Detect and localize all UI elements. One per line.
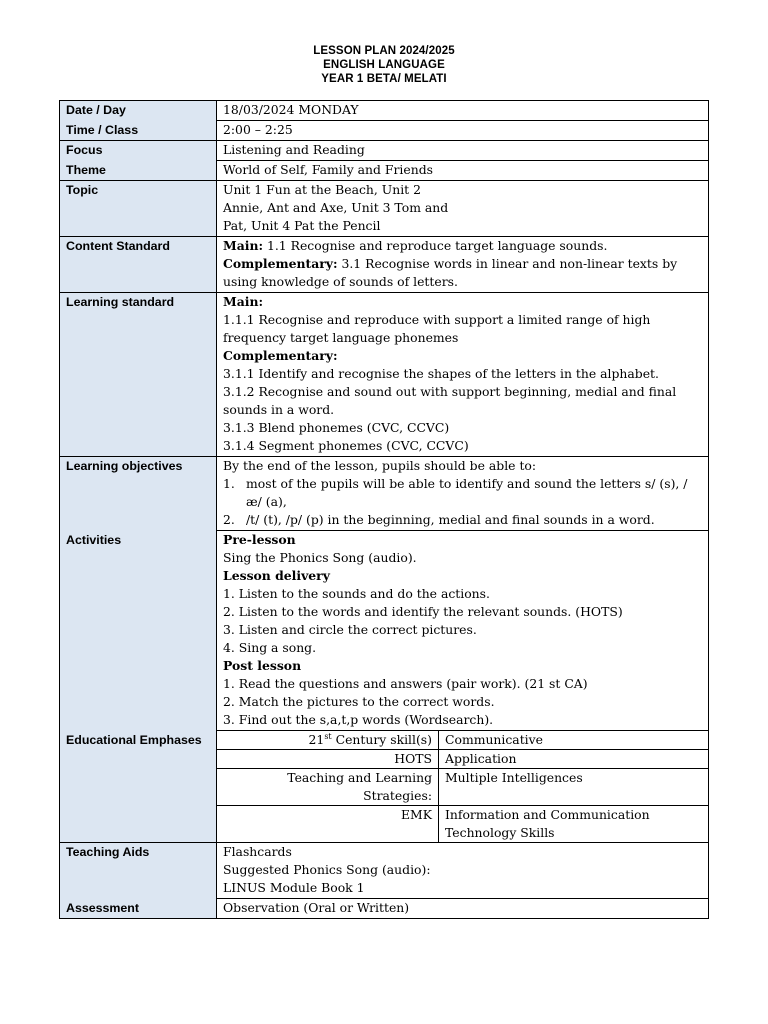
content-comp-text: 3.1 Recognise words in linear and non-linear texts by using knowledge of sounds of letters. <box>223 256 678 289</box>
row-theme <box>60 161 709 181</box>
label-theme: Theme <box>60 161 217 181</box>
label-teaching-aids: Teaching Aids <box>60 843 217 899</box>
value-assessment: Observation (Oral or Written) <box>217 899 709 919</box>
row-topic <box>60 181 709 237</box>
value-content-standard <box>217 237 709 293</box>
value-activities <box>217 531 709 731</box>
objective-text: most of the pupils will be able to identify and sound the letters s/ (s), /æ/ (a), <box>246 476 688 509</box>
content-standard-main <box>223 237 702 255</box>
teaching-aid-item: Suggested Phonics Song (audio): <box>223 862 431 877</box>
row-learning-objectives <box>60 457 709 531</box>
title-line-1: LESSON PLAN 2024/2025 <box>313 45 455 57</box>
row-time-class <box>60 121 709 141</box>
row-focus <box>60 141 709 161</box>
topic-line: Pat, Unit 4 Pat the Pencil <box>223 218 381 233</box>
delivery-item: 1. Listen to the sounds and do the actions. <box>223 586 490 601</box>
label-date-day: Date / Day <box>60 101 217 121</box>
row-content-standard <box>60 237 709 293</box>
lesson-plan-table <box>59 100 709 919</box>
objective-item <box>223 475 702 511</box>
post-item: 1. Read the questions and answers (pair work). (21 st CA) <box>223 676 588 691</box>
learning-main-label: Main: <box>223 294 264 309</box>
learning-comp-label: Complementary: <box>223 348 338 363</box>
century-skill-value: Communicative <box>439 731 709 750</box>
topic-line: Annie, Ant and Axe, Unit 3 Tom and <box>223 200 449 215</box>
value-learning-objectives <box>217 457 709 531</box>
title-line-2: ENGLISH LANGUAGE <box>323 59 445 71</box>
delivery-item: 2. Listen to the words and identify the relevant sounds. (HOTS) <box>223 604 623 619</box>
teaching-aid-item: Flashcards <box>223 844 292 859</box>
label-assessment: Assessment <box>60 899 217 919</box>
strategies-label: Teaching and Learning Strategies: <box>217 769 439 806</box>
label-educational-emphases: Educational Emphases <box>60 731 217 843</box>
learning-main-item: 1.1.1 Recognise and reproduce with support a limited range of high frequency target language phonemes <box>223 312 651 345</box>
label-focus: Focus <box>60 141 217 161</box>
strategies-value: Multiple Intelligences <box>439 769 709 806</box>
delivery-item: 4. Sing a song. <box>223 640 317 655</box>
pre-lesson-label: Pre-lesson <box>223 532 296 547</box>
emphasis-row <box>217 769 708 806</box>
row-date-day <box>60 101 709 121</box>
label-content-standard: Content Standard <box>60 237 217 293</box>
emphasis-row <box>217 731 708 750</box>
row-educational-emphases <box>60 731 709 843</box>
teaching-aid-item: LINUS Module Book 1 <box>223 880 365 895</box>
emphasis-row <box>217 750 708 769</box>
value-learning-standard <box>217 293 709 457</box>
label-topic: Topic <box>60 181 217 237</box>
learning-comp-item: 3.1.4 Segment phonemes (CVC, CCVC) <box>223 438 469 453</box>
label-activities: Activities <box>60 531 217 731</box>
objective-number: 2. <box>223 512 235 527</box>
hots-value: Application <box>439 750 709 769</box>
emk-value: Information and Communication Technology Skills <box>439 806 709 843</box>
value-date-day: 18/03/2024 MONDAY <box>217 101 709 121</box>
value-teaching-aids <box>217 843 709 899</box>
emphasis-row <box>217 806 708 843</box>
value-theme: World of Self, Family and Friends <box>217 161 709 181</box>
label-learning-objectives: Learning objectives <box>60 457 217 531</box>
post-lesson-label: Post lesson <box>223 658 302 673</box>
value-educational-emphases <box>217 731 709 843</box>
value-focus: Listening and Reading <box>217 141 709 161</box>
post-item: 3. Find out the s,a,t,p words (Wordsearch). <box>223 712 494 727</box>
objective-item <box>223 511 702 529</box>
content-main-label: Main: <box>223 238 264 253</box>
value-time-class: 2:00 – 2:25 <box>217 121 709 141</box>
objective-text: /t/ (t), /p/ (p) in the beginning, medial and final sounds in a word. <box>246 512 655 527</box>
row-teaching-aids <box>60 843 709 899</box>
content-standard-complementary <box>223 255 702 291</box>
learning-comp-item: 3.1.3 Blend phonemes (CVC, CCVC) <box>223 420 450 435</box>
learning-comp-item: 3.1.1 Identify and recognise the shapes of the letters in the alphabet. <box>223 366 659 381</box>
objectives-intro: By the end of the lesson, pupils should be able to: <box>223 458 537 473</box>
lesson-delivery-label: Lesson delivery <box>223 568 330 583</box>
learning-comp-item: 3.1.2 Recognise and sound out with support beginning, medial and final sounds in a word. <box>223 384 677 417</box>
row-assessment <box>60 899 709 919</box>
pre-lesson-item: Sing the Phonics Song (audio). <box>223 550 417 565</box>
post-item: 2. Match the pictures to the correct words. <box>223 694 495 709</box>
topic-line: Unit 1 Fun at the Beach, Unit 2 <box>223 182 421 197</box>
delivery-item: 3. Listen and circle the correct pictures. <box>223 622 477 637</box>
title-line-3: YEAR 1 BETA/ MELATI <box>321 73 447 85</box>
emk-label: EMK <box>217 806 439 843</box>
objective-number: 1. <box>223 476 235 491</box>
row-activities <box>60 531 709 731</box>
label-time-class: Time / Class <box>60 121 217 141</box>
label-learning-standard: Learning standard <box>60 293 217 457</box>
hots-label: HOTS <box>217 750 439 769</box>
content-main-text: 1.1 Recognise and reproduce target language sounds. <box>263 238 608 253</box>
emphases-table <box>217 731 708 842</box>
page-title <box>0 44 768 86</box>
row-learning-standard <box>60 293 709 457</box>
content-comp-label: Complementary: <box>223 256 338 271</box>
century-skill-label: 21st Century skill(s) <box>217 731 439 750</box>
value-topic <box>217 181 709 237</box>
